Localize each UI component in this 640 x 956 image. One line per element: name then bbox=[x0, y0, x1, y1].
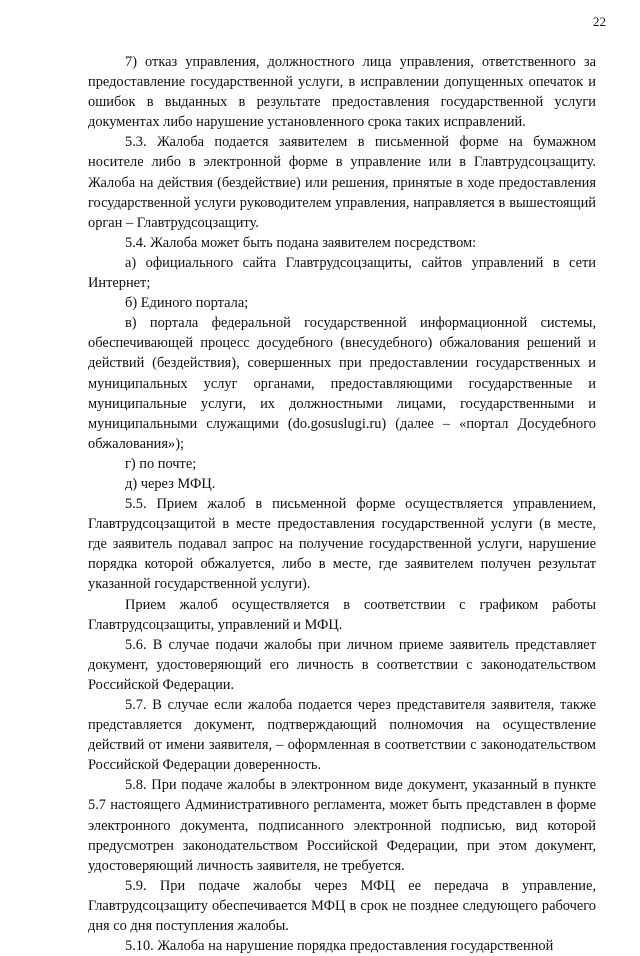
paragraph-5-4: 5.4. Жалоба может быть подана заявителем посредством: bbox=[125, 234, 477, 251]
page-number: 22 bbox=[593, 14, 606, 29]
paragraph-5-8: 5.8. При подаче жалобы в электронном виде документ, указанный в пункте 5.7 настоящего Административного регламента, может быть представлен в форме электронного документа, подписанного электронной подписью, вид которой предусмотрен законодательством Российской Федерации, при этом документ, удостоверяющий личность заявителя, не требуется. bbox=[88, 777, 596, 874]
document-body bbox=[88, 52, 596, 956]
paragraph-item-7-refusal: 7) отказ управления, должностного лица управления, ответственного за предоставление государственной услуги, в исправлении допущенных опечаток и ошибок в выданных в результате предоставления государственной услуги документах либо нарушение установленного срока таких исправлений. bbox=[88, 54, 596, 131]
paragraph-5-6: 5.6. В случае подачи жалобы при личном приеме заявитель представляет документ, удостоверяющий его личность в соответствии с законодательством Российской Федерации. bbox=[88, 636, 596, 693]
paragraph-5-4-d: д) через МФЦ. bbox=[125, 475, 216, 492]
paragraph-5-10: 5.10. Жалоба на нарушение порядка предоставления государственной bbox=[125, 938, 554, 955]
paragraph-5-4-b: б) Единого портала; bbox=[125, 295, 249, 312]
paragraph-5-4-a: а) официального сайта Главтрудсоцзащиты, сайтов управлений в сети Интернет; bbox=[88, 254, 596, 292]
paragraph-5-4-g: г) по почте; bbox=[125, 455, 197, 472]
paragraph-5-9: 5.9. При подаче жалобы через МФЦ ее передача в управление, Главтрудсоцзащиту обеспечивается МФЦ в срок не позднее следующего рабочего дня со дня поступления жалобы. bbox=[88, 877, 596, 935]
paragraph-5-3: 5.3. Жалоба подается заявителем в письменной форме на бумажном носителе либо в электронной форме в управление или в Главтрудсоцзащиту. Жалоба на действия (бездействие) или решения, принятые в ходе предоставления государственной услуги руководителем управления, направляется в вышестоящий орган – Главтрудсоцзащиту. bbox=[88, 134, 596, 231]
paragraph-5-5: 5.5. Прием жалоб в письменной форме осуществляется управлением, Главтрудсоцзащитой в месте предоставления государственной услуги (в месте, где заявитель подавал запрос на получение государственной услуги, нарушение порядка которой обжалуется, либо в месте, где заявителем получен результат указанной государственной услуги). bbox=[88, 496, 596, 593]
paragraph-5-7: 5.7. В случае если жалоба подается через представителя заявителя, также представляется документ, подтверждающий полномочия на осуществление действий от имени заявителя, – оформленная в соответствии с законодательством Российской Федерации доверенность. bbox=[88, 697, 596, 774]
paragraph-5-4-v: в) портала федеральной государственной информационной системы, обеспечивающей процесс досудебного (внесудебного) обжалования решений и действий (бездействия), совершенных при предоставлении государственных и муниципальных услуг органами, предоставляющими государственные и муниципальные услуги, их должностными лицами, государственными и муниципальными служащими (do.gosuslugi.ru) (далее – «портал Досудебного обжалования»); bbox=[88, 315, 596, 452]
paragraph-5-5-schedule: Прием жалоб осуществляется в соответствии с графиком работы Главтрудсоцзащиты, управлений и МФЦ. bbox=[88, 596, 596, 633]
